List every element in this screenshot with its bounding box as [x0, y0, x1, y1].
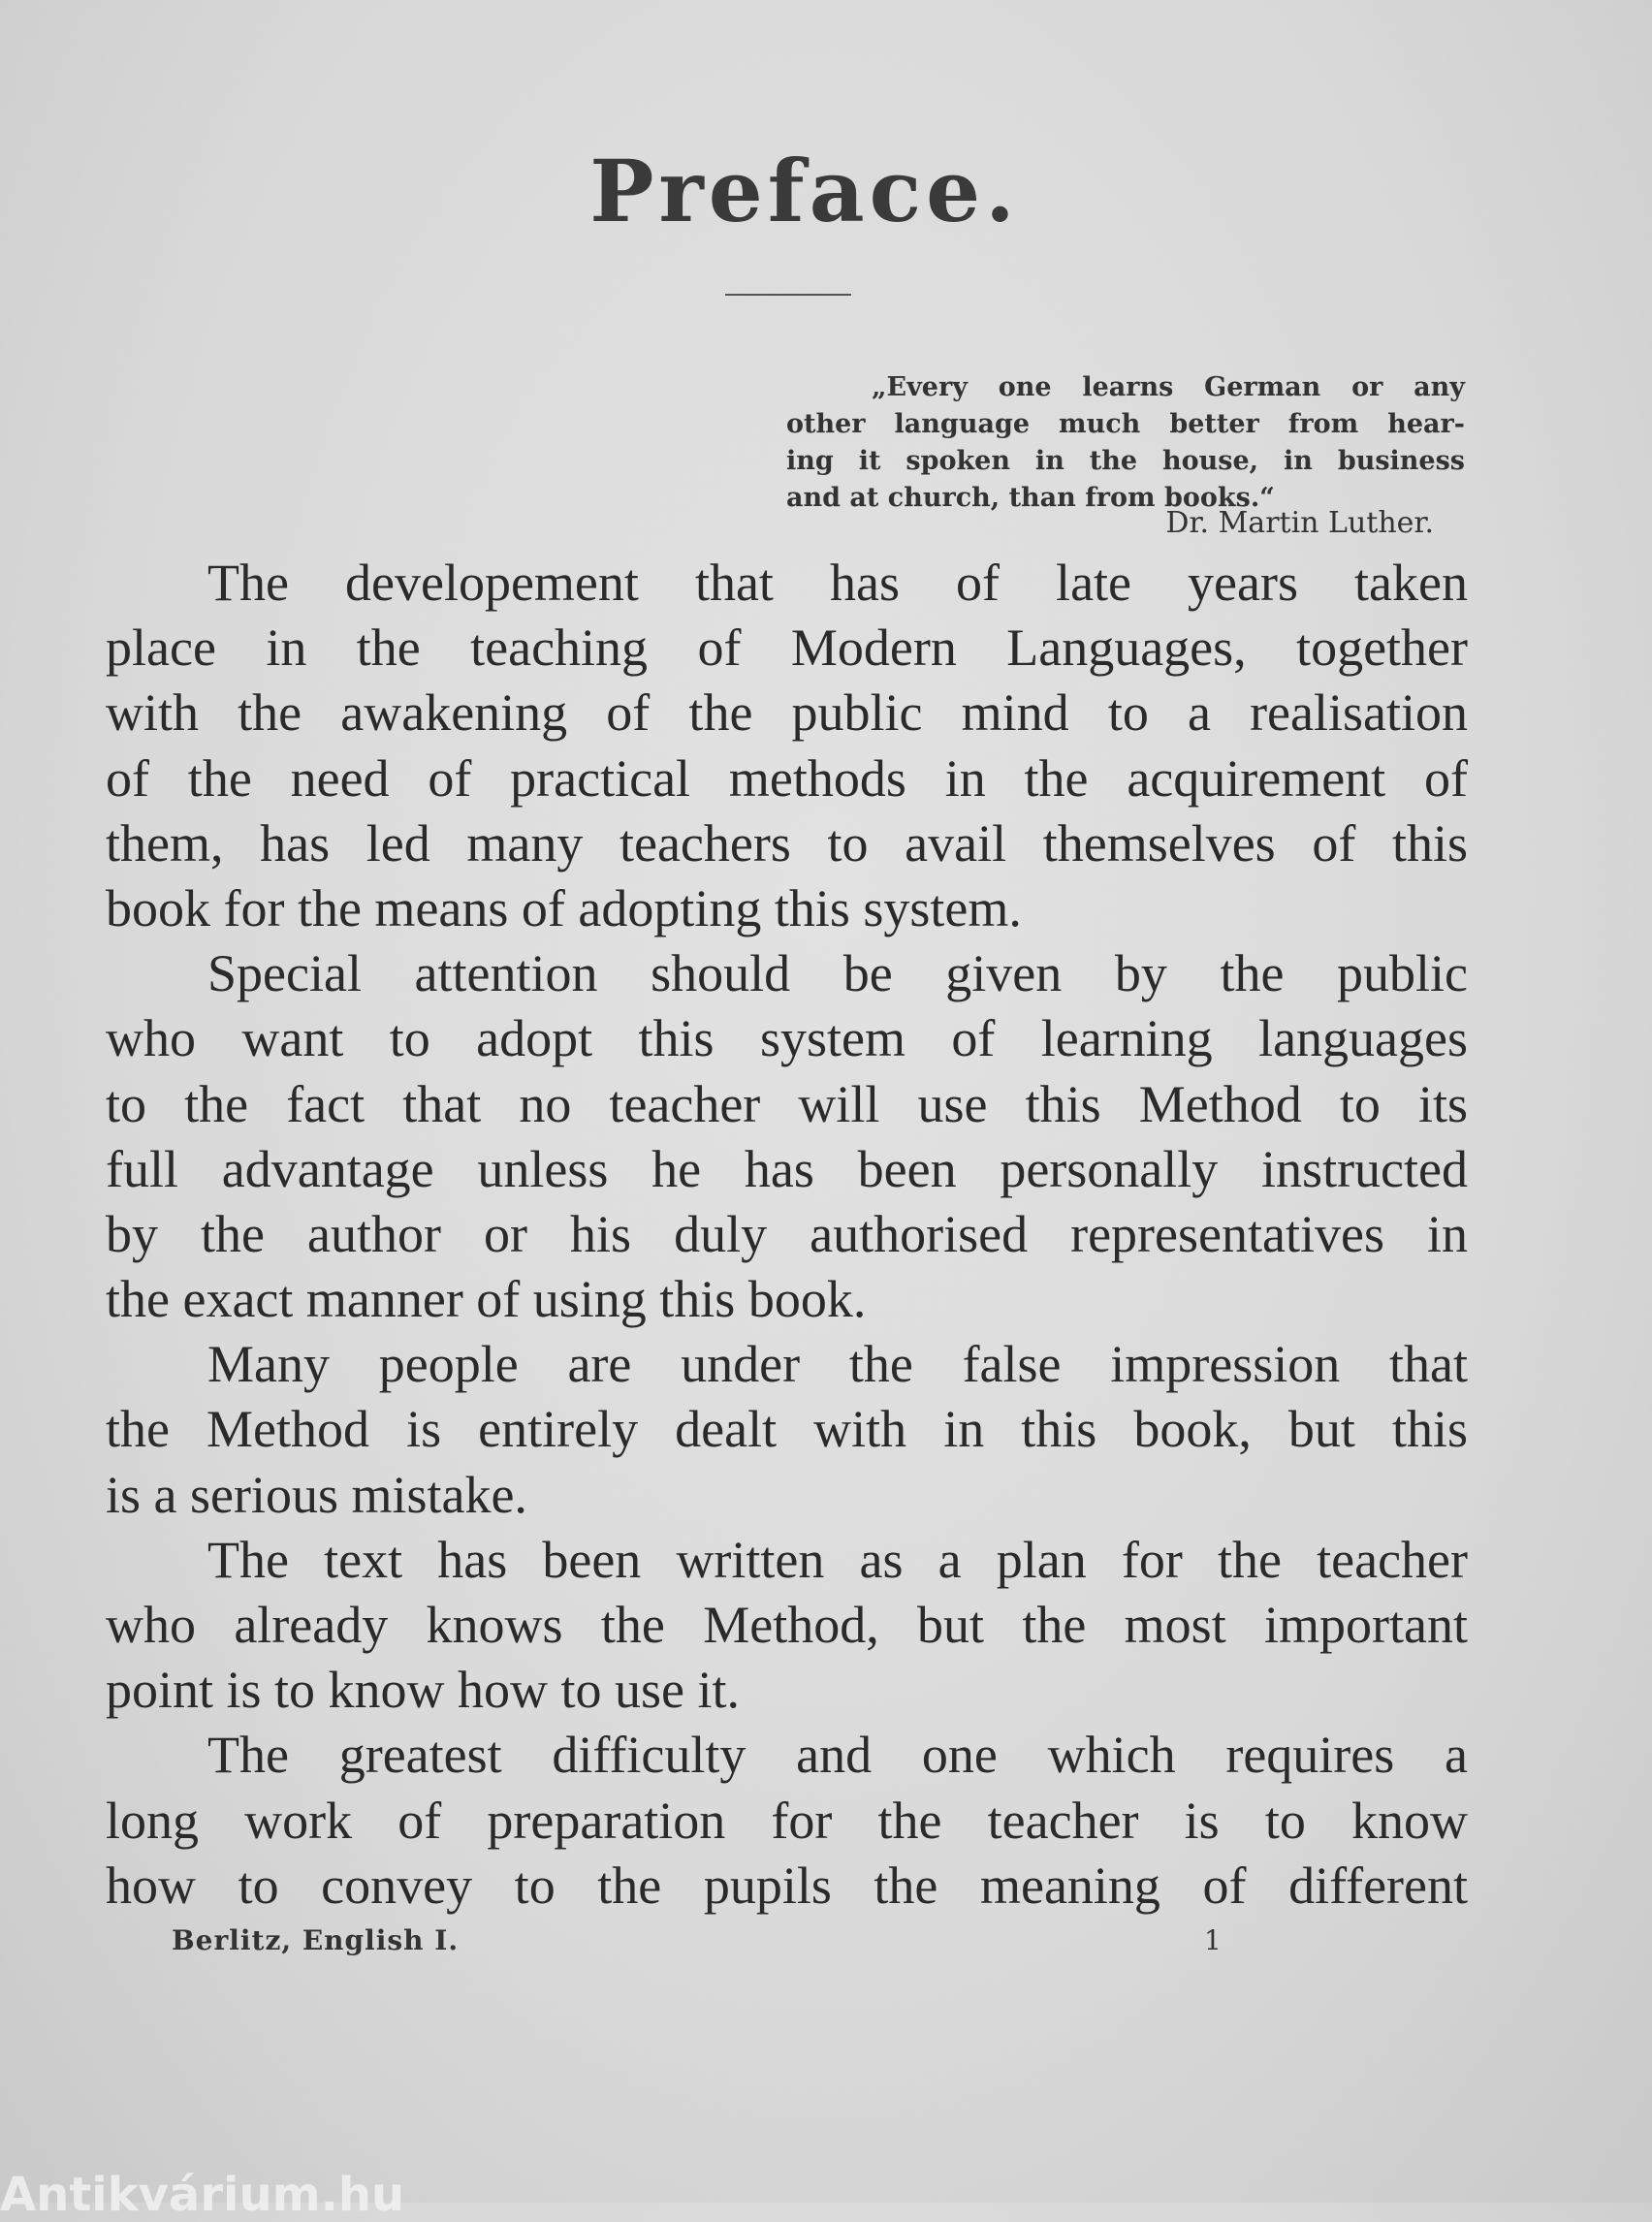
body-line: to the fact that no teacher will use this Method to its [106, 1074, 1468, 1133]
body-line: is a serious mistake. [106, 1465, 527, 1524]
body-line: the Method is entirely dealt with in this book, but this [106, 1400, 1468, 1459]
body-line: with the awakening of the public mind to a realisation [106, 683, 1468, 743]
epigraph-line: other language much better from hear- [786, 409, 1465, 439]
body-line: of the need of practical methods in the acquirement of [106, 748, 1468, 808]
body-line: Many people are under the false impression that [207, 1335, 1468, 1394]
body-line: who already knows the Method, but the most important [106, 1596, 1468, 1654]
body-line: Special attention should be given by the public [207, 944, 1468, 1003]
title-rule [725, 294, 851, 296]
epigraph-line: ing it spoken in the house, in business [786, 446, 1465, 476]
watermark: Antikvárium.hu [0, 2168, 405, 2222]
body-line: how to convey to the pupils the meaning of different [106, 1856, 1468, 1915]
epigraph-line: and at church, than from books.“ [786, 483, 1275, 513]
body-text [106, 551, 1468, 1919]
body-line: full advantage unless he has been personally instructed [106, 1139, 1468, 1198]
body-line: place in the teaching of Modern Languages, together [106, 619, 1468, 678]
epigraph-attribution: Dr. Martin Luther. [1165, 506, 1434, 540]
body-line: book for the means of adopting this system. [106, 878, 1022, 937]
body-line: point is to know how to use it. [106, 1661, 741, 1720]
page-title: Preface. [589, 141, 1020, 241]
body-line: who want to adopt this system of learning languages [106, 1009, 1468, 1068]
body-line: The text has been written as a plan for the teacher [207, 1530, 1468, 1589]
body-line: them, has led many teachers to avail themselves of this [106, 813, 1468, 873]
footer-signature-mark: 1 [1204, 1924, 1223, 1956]
footer-book-title: Berlitz, English I. [172, 1924, 460, 1956]
body-line: The developement that has of late years taken [207, 554, 1468, 612]
body-line: by the author or his duly authorised representatives in [106, 1204, 1468, 1263]
body-line: long work of preparation for the teacher is to know [106, 1791, 1468, 1850]
epigraph-line: „Every one learns German or any [872, 372, 1465, 402]
body-line: the exact manner of using this book. [106, 1270, 867, 1329]
body-line: The greatest difficulty and one which requires a [207, 1726, 1468, 1785]
